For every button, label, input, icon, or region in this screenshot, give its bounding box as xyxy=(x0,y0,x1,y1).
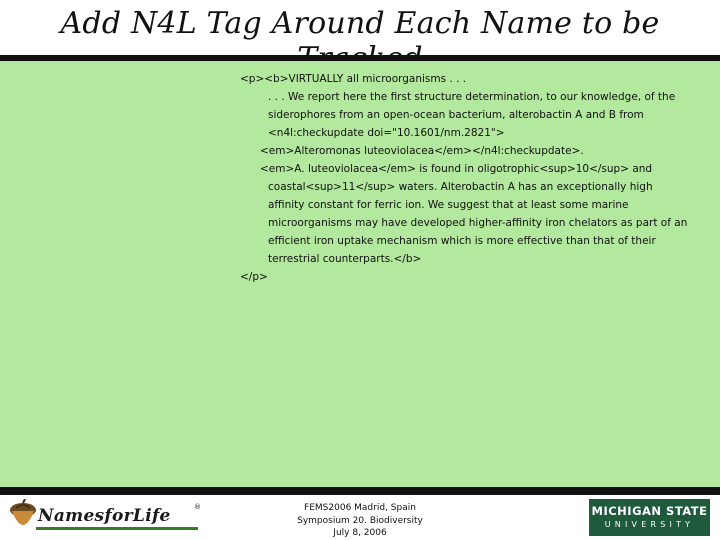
msu-logo xyxy=(589,499,710,536)
code-line: <p><b>VIRTUALLY all microorganisms . . . xyxy=(240,73,467,85)
logo-underline xyxy=(36,527,198,530)
code-line: <em>Alteromonas luteoviolacea</em></n4l:checkupdate>. xyxy=(260,145,584,157)
code-line: coastal<sup>11</sup> waters. Alterobactin A has an exceptionally high xyxy=(268,181,653,193)
code-block xyxy=(240,70,710,286)
code-line: <em>A. luteoviolacea</em> is found in oligotrophic<sup>10</sup> and xyxy=(260,163,653,175)
msu-logo-line2: UNIVERSITY xyxy=(604,520,695,529)
conference-line: FEMS2006 Madrid, Spain xyxy=(304,503,416,513)
code-line: terrestrial counterparts.</b> xyxy=(268,253,422,265)
code-line: microorganisms may have developed higher-affinity iron chelators as part of an xyxy=(268,217,688,229)
code-line: . . . We report here the first structure determination, to our knowledge, of the xyxy=(268,91,676,103)
conference-info xyxy=(280,502,440,540)
code-line: siderophores from an open-ocean bacterium, alterobactin A and B from xyxy=(268,109,644,121)
bottom-divider xyxy=(0,487,720,495)
slide-title: Add N4L Tag Around Each Name to be xyxy=(60,6,660,41)
conference-line: Symposium 20. Biodiversity xyxy=(297,515,423,526)
registered-mark: ® xyxy=(194,503,201,511)
code-line: affinity constant for ferric ion. We suggest that at least some marine xyxy=(268,199,629,211)
conference-date: July 8, 2006 xyxy=(333,528,387,538)
code-line: efficient iron uptake mechanism which is more effective than that of their xyxy=(268,235,656,247)
msu-logo-line1: MICHIGAN STATE xyxy=(591,504,708,518)
namesforlife-logo: NamesforLife xyxy=(38,506,171,526)
code-line: </p> xyxy=(240,271,268,283)
code-line: <n4l:checkupdate doi="10.1601/nm.2821"> xyxy=(268,127,505,139)
